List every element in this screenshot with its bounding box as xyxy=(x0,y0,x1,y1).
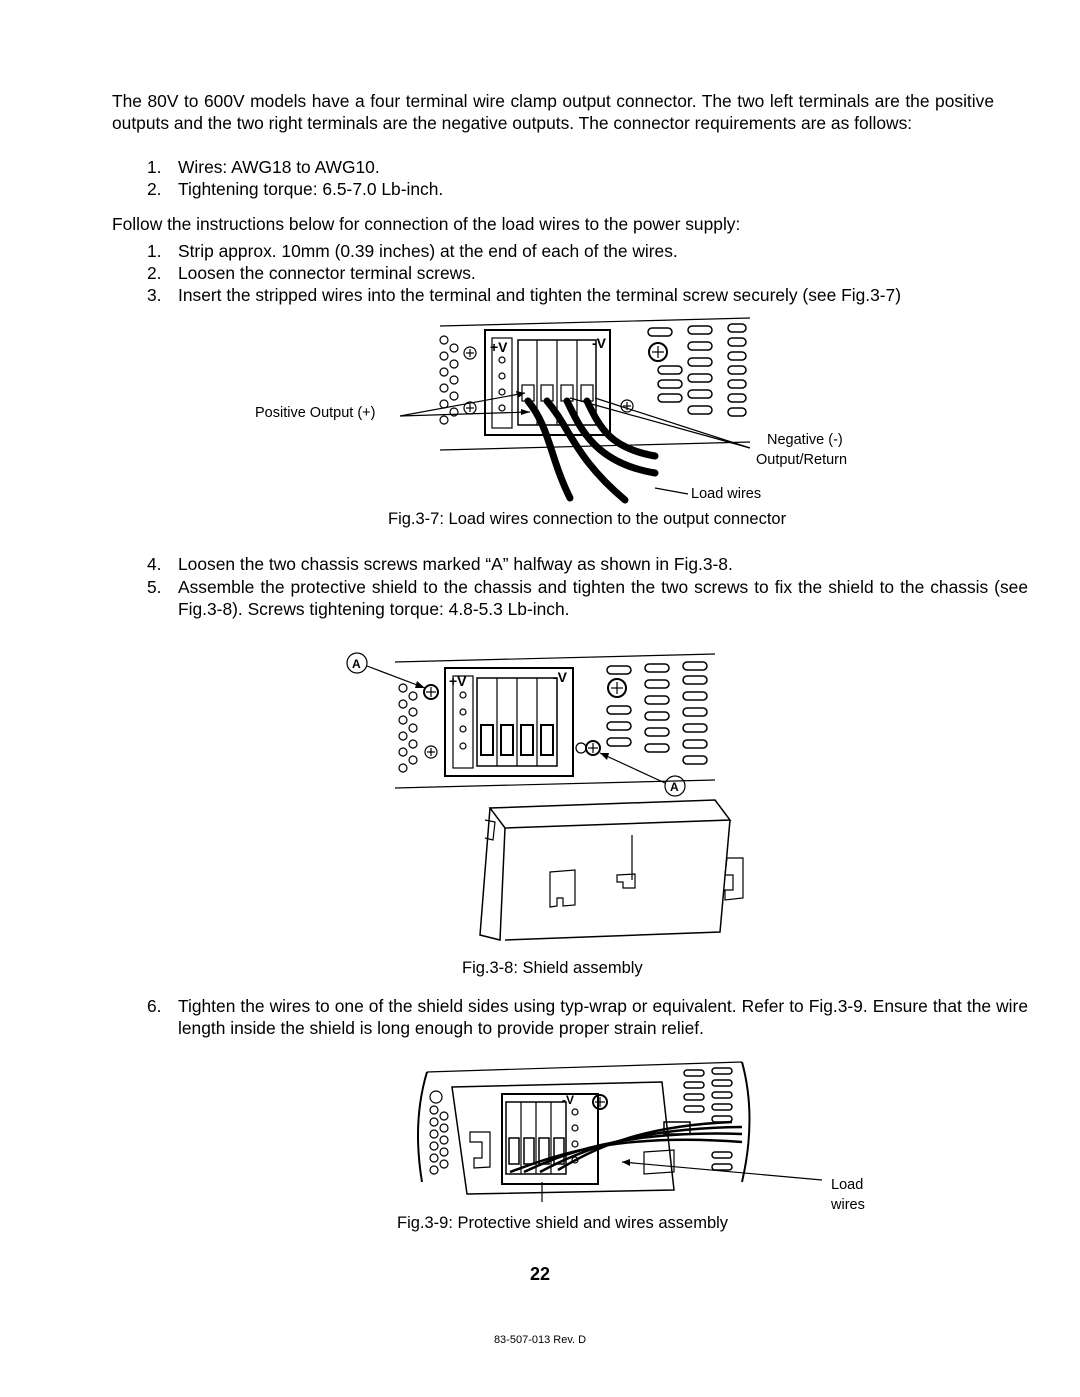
fig7-label-return: Output/Return xyxy=(756,452,848,468)
fig9-label-load: Load xyxy=(831,1177,864,1193)
fig9-caption: Fig.3-9: Protective shield and wires assembly xyxy=(397,1214,729,1232)
list-item: 6. Tighten the wires to one of the shield sides using typ-wrap or equivalent. Refer to Fig.3-9. Ensure that the wire length inside the shield is long enough to provide proper strain relief. xyxy=(147,996,1028,1038)
fig7-label-negative: Negative (-) xyxy=(767,432,843,448)
list-item: 5. Assemble the protective shield to the chassis and tighten the two screws to fix the shield to the chassis (see Fig.3-8). Screws tightening torque: 4.8-5.3 Lb-inch. xyxy=(147,577,1028,619)
fig9-label-wires: wires xyxy=(831,1197,865,1213)
fig8-a-mark: A xyxy=(670,780,679,794)
fig7-label-positive: Positive Output (+) xyxy=(255,405,376,421)
fig8-shield-drawing xyxy=(345,650,750,945)
fig8-caption: Fig.3-8: Shield assembly xyxy=(462,959,643,977)
follow-paragraph: Follow the instructions below for connection of the load wires to the power supply: xyxy=(112,214,741,234)
intro-paragraph: The 80V to 600V models have a four terminal wire clamp output connector. The two left terminals are the positive outputs and the two right terminals are the negative outputs. The connector requirements are as follows: xyxy=(112,91,994,133)
fig7-minus-label: -V xyxy=(592,335,606,351)
fig8-minus-label: -V xyxy=(553,669,567,685)
fig9-minus-label: -V xyxy=(562,1093,574,1107)
fig7-caption: Fig.3-7: Load wires connection to the output connector xyxy=(388,510,787,528)
fig8-a-mark: A xyxy=(352,657,361,671)
fig7-plus-label: +V xyxy=(490,339,508,355)
document-id: 83-507-013 Rev. D xyxy=(493,1334,587,1346)
fig9-shield-wires-drawing xyxy=(412,1062,832,1212)
page-number: 22 xyxy=(529,1264,551,1284)
fig7-connector-drawing xyxy=(430,318,760,508)
fig8-plus-label: +V xyxy=(449,673,467,689)
fig7-label-load: Load wires xyxy=(691,486,762,502)
